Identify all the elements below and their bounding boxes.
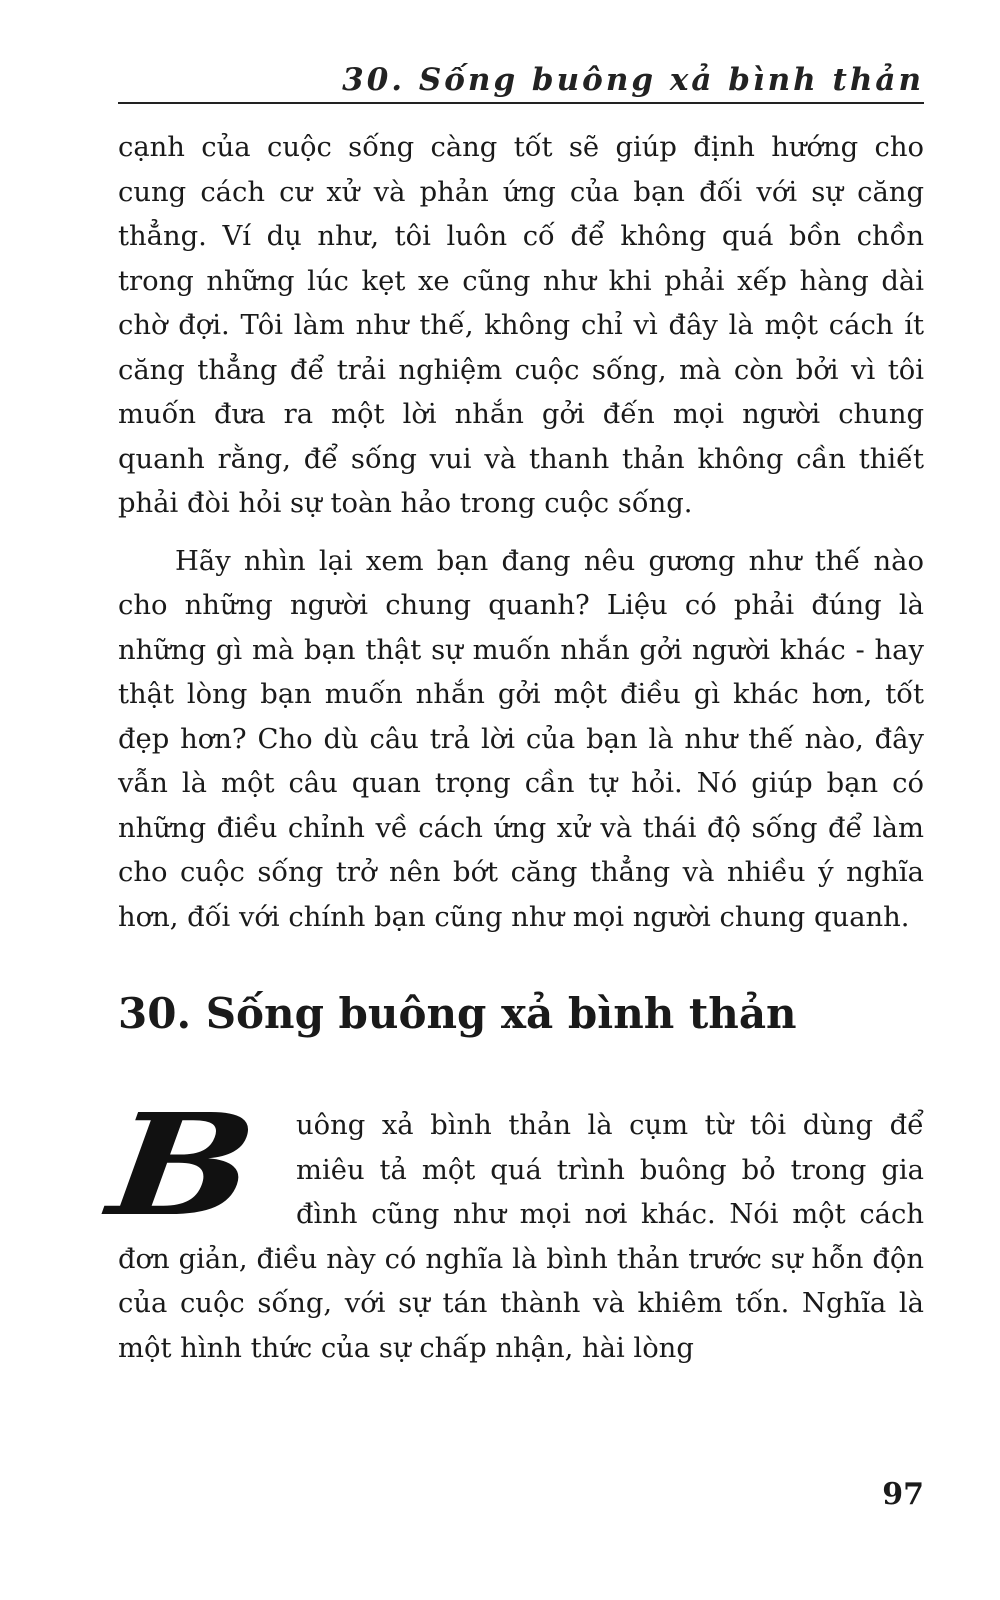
section-first-paragraph [101,1084,924,1371]
page-number: 97 [882,1477,924,1512]
section-first-paragraph-text: uông xả bình thản là cụm từ tôi dùng để miêu tả một quá trình buông bỏ trong gia đình cũng như mọi nơi khác. Nói một cách đơn giản, điều này có nghĩa là bình thản trước sự hỗn độn của cuộc sống, với sự tán thành và khiêm tốn. Nghĩa là một hình thức của sự chấp nhận, hài lòng [118,1110,924,1364]
drop-cap-letter: B [101,1084,264,1248]
body-paragraph-1: cạnh của cuộc sống càng tốt sẽ giúp định hướng cho cung cách cư xử và phản ứng của bạn đối với sự căng thẳng. Ví dụ như, tôi luôn cố để không quá bồn chồn trong những lúc kẹt xe cũng như khi phải xếp hàng dài chờ đợi. Tôi làm như thế, không chỉ vì đây là một cách ít căng thẳng để trải nghiệm cuộc sống, mà còn bởi vì tôi muốn đưa ra một lời nhắn gởi đến mọi người chung quanh rằng, để sống vui và thanh thản không cần thiết phải đòi hỏi sự toàn hảo trong cuộc sống. [118,132,924,519]
running-header-title: 30. Sống buông xả bình thản [342,62,924,98]
section-heading: 30. Sống buông xả bình thản [118,989,797,1038]
body-paragraph-2: Hãy nhìn lại xem bạn đang nêu gương như thế nào cho những người chung quanh? Liệu có phải đúng là những gì mà bạn thật sự muốn nhắn gởi người khác - hay thật lòng bạn muốn nhắn gởi một điều gì khác hơn, tốt đẹp hơn? Cho dù câu trả lời của bạn là như thế nào, đây vẫn là một câu quan trọng cần tự hỏi. Nó giúp bạn có những điều chỉnh về cách ứng xử và thái độ sống để làm cho cuộc sống trở nên bớt căng thẳng và nhiều ý nghĩa hơn, đối với chính bạn cũng như mọi người chung quanh. [118,545,924,933]
running-header [118,56,924,104]
page-body [101,126,924,1371]
